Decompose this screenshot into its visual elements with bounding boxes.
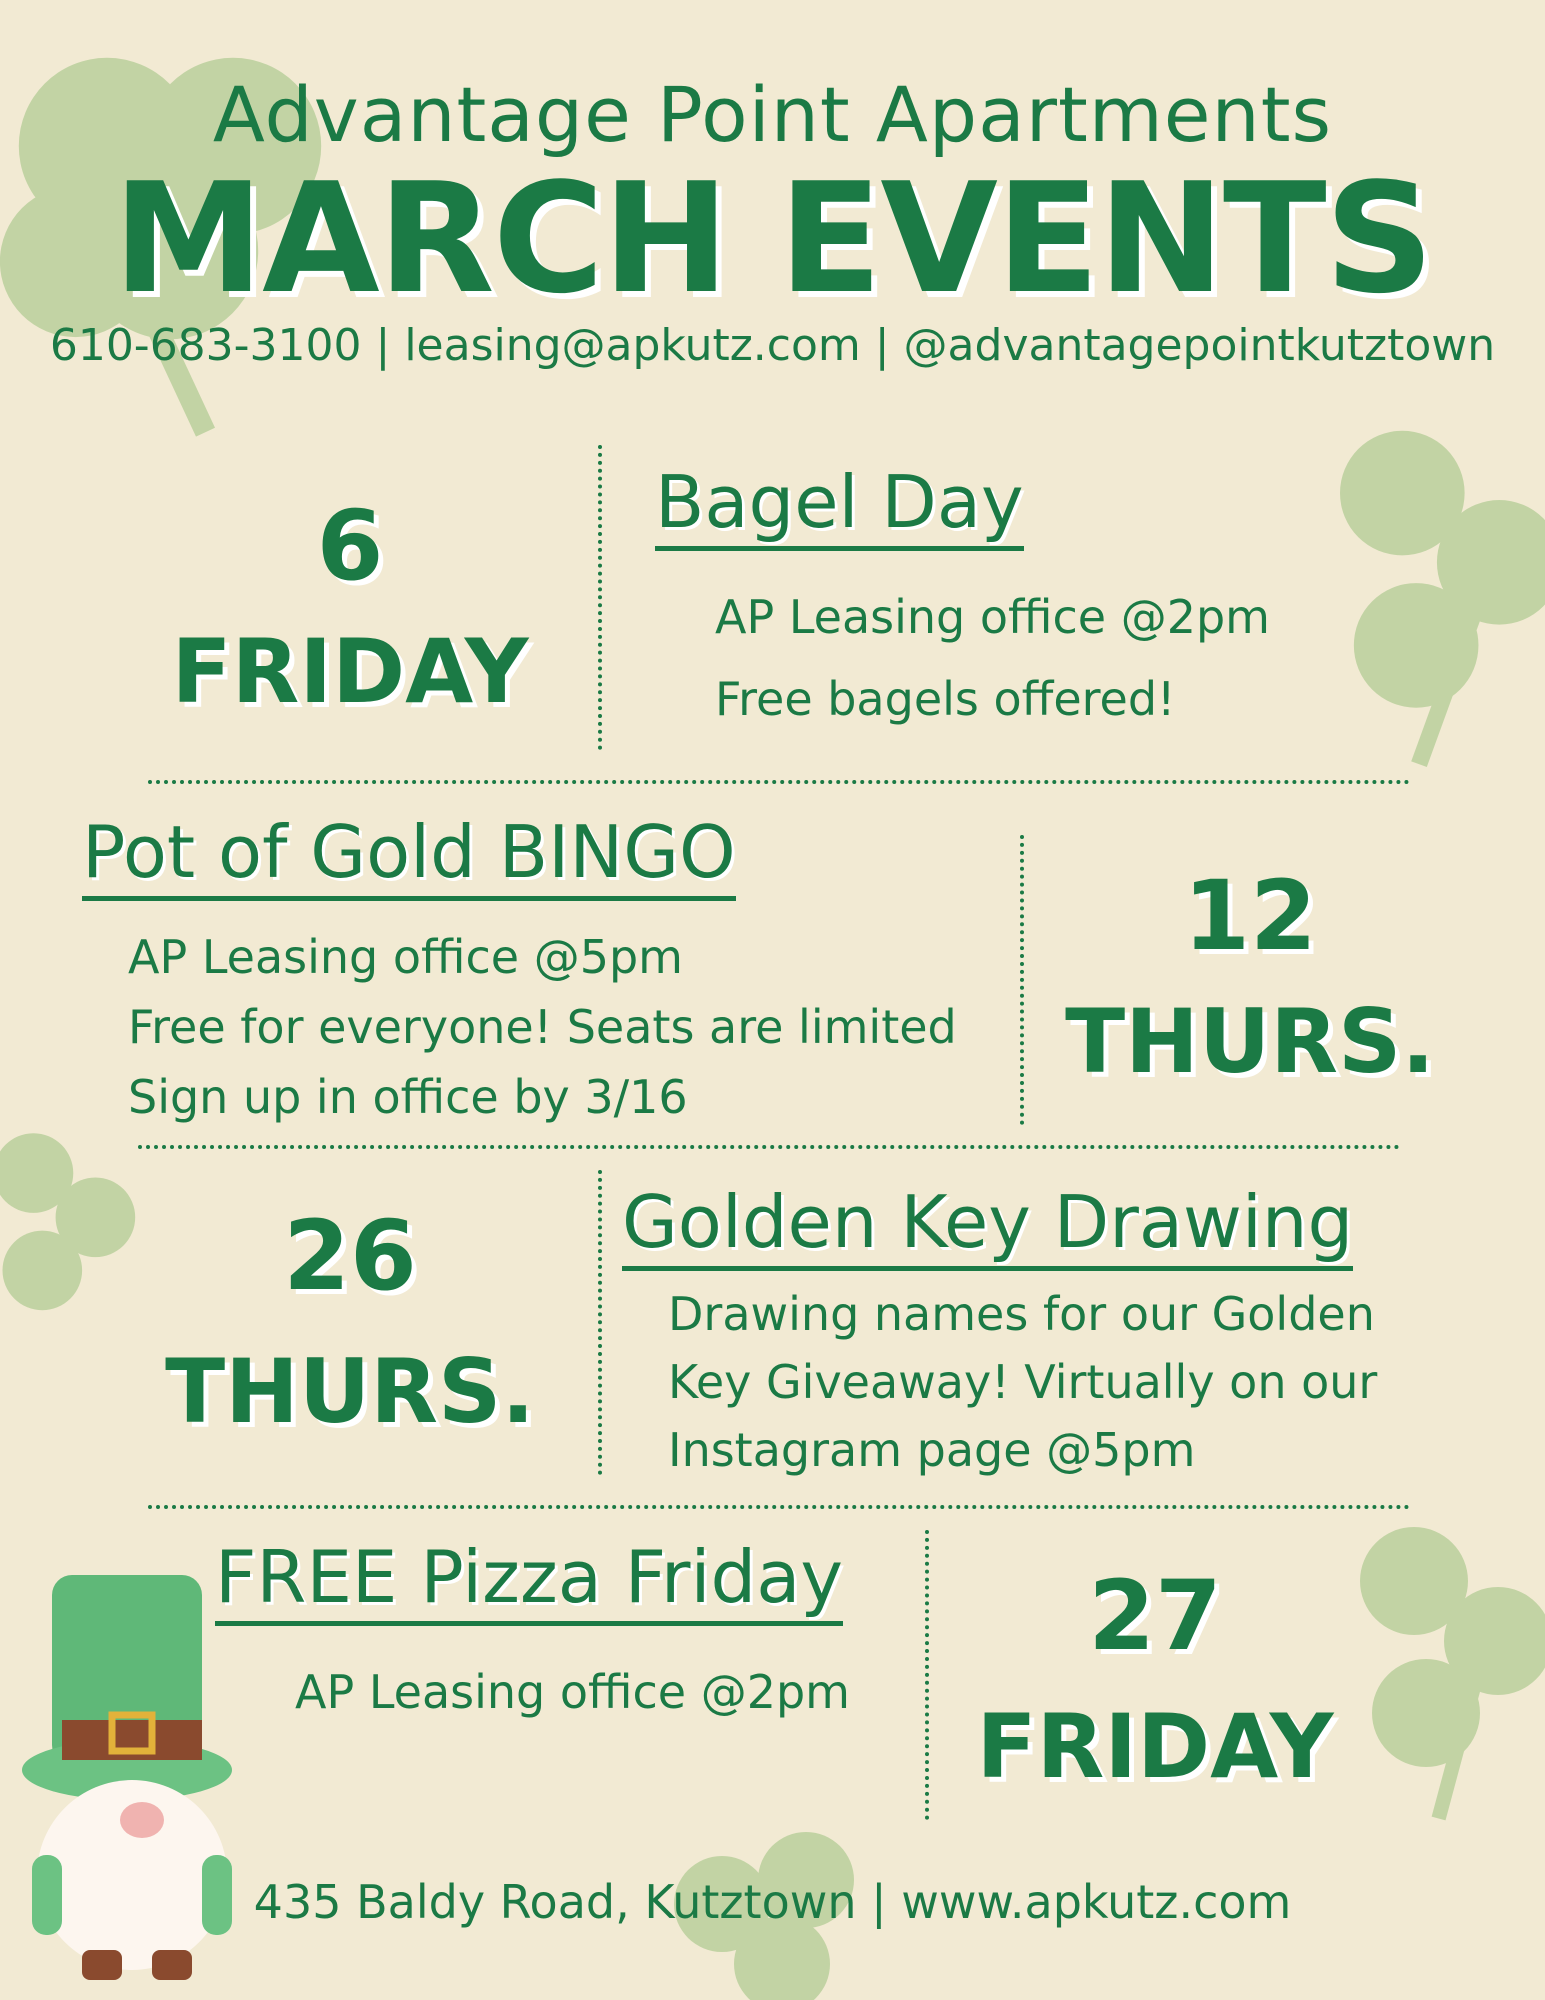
event-weekday: THURS. bbox=[165, 1340, 535, 1443]
divider-vertical bbox=[598, 445, 602, 750]
event-detail: Free bagels offered! bbox=[715, 672, 1176, 726]
event-detail: Drawing names for our Golden bbox=[668, 1287, 1375, 1341]
event-detail: Free for everyone! Seats are limited bbox=[128, 1000, 957, 1054]
shamrock-icon bbox=[1290, 410, 1545, 770]
event-detail: AP Leasing office @2pm bbox=[715, 590, 1270, 644]
footer-address: 435 Baldy Road, Kutztown | www.apkutz.com bbox=[253, 1875, 1292, 1929]
event-weekday: FRIDAY bbox=[171, 620, 529, 723]
divider-horizontal bbox=[148, 780, 1410, 784]
event-date: 6 bbox=[316, 490, 384, 602]
event-date: 12 bbox=[1183, 860, 1317, 972]
contact-line: 610-683-3100 | leasing@apkutz.com | @advantagepointkutztown bbox=[49, 320, 1496, 371]
event-detail: Key Giveaway! Virtually on our bbox=[668, 1355, 1378, 1409]
divider-vertical bbox=[598, 1170, 602, 1475]
event-title: Bagel Day bbox=[655, 460, 1024, 551]
event-detail: AP Leasing office @5pm bbox=[128, 930, 683, 984]
event-detail: AP Leasing office @2pm bbox=[295, 1665, 850, 1719]
divider-vertical bbox=[925, 1530, 929, 1820]
event-title: Golden Key Drawing bbox=[622, 1180, 1353, 1271]
event-weekday: FRIDAY bbox=[976, 1695, 1334, 1798]
event-detail: Sign up in office by 3/16 bbox=[128, 1070, 688, 1124]
shamrock-icon bbox=[0, 1120, 150, 1350]
event-detail: Instagram page @5pm bbox=[668, 1423, 1196, 1477]
divider-horizontal bbox=[148, 1505, 1410, 1509]
event-date: 27 bbox=[1088, 1560, 1222, 1672]
page-title: MARCH EVENTS bbox=[112, 150, 1433, 327]
complex-name: Advantage Point Apartments bbox=[212, 70, 1333, 159]
event-date: 26 bbox=[283, 1200, 417, 1312]
event-title: FREE Pizza Friday bbox=[215, 1535, 843, 1626]
event-title: Pot of Gold BINGO bbox=[82, 810, 736, 901]
divider-vertical bbox=[1020, 835, 1024, 1125]
divider-horizontal bbox=[138, 1145, 1400, 1149]
event-weekday: THURS. bbox=[1065, 990, 1435, 1093]
